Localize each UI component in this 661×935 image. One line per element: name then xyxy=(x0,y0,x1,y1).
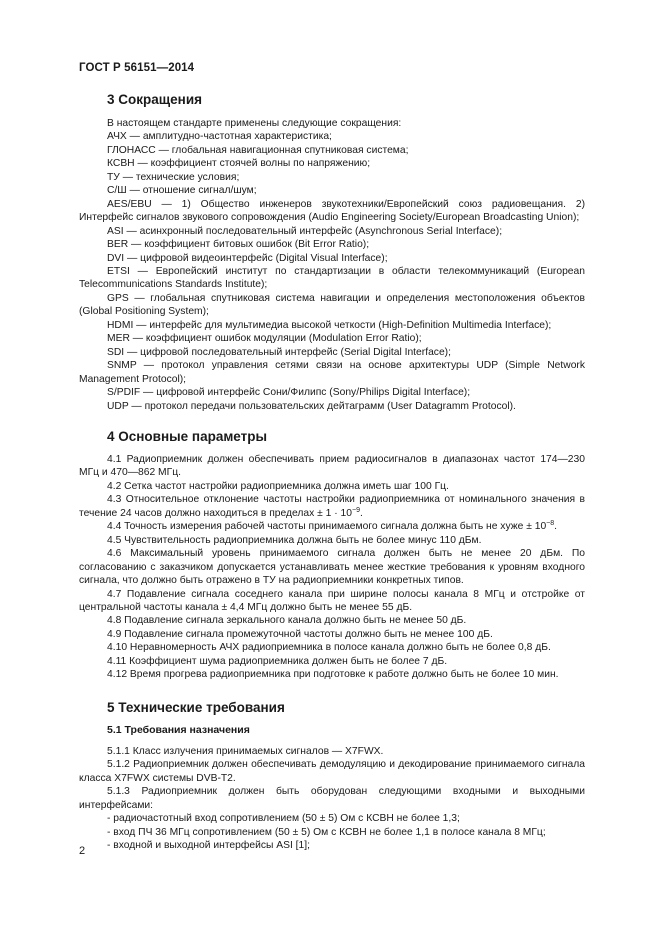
abbr-item: BER — коэффициент битовых ошибок (Bit Error Ratio); xyxy=(107,239,370,251)
abbr-item: ТУ — технические условия; xyxy=(107,171,240,183)
abbr-intro: В настоящем стандарте применены следующие сокращения: xyxy=(107,118,402,129)
clause-4-3: 4.3 Относительное отклонение частоты настройки радиоприемника от номинального значения в течение 24 часов должно находиться в пределах ± $1 \cdot 10^{-9}$. xyxy=(79,494,585,519)
abbr-item: UDP — протокол передачи пользовательских дейтаграмм (User Datagramm Protocol). xyxy=(107,400,516,412)
abbr-item: GPS — глобальная спутниковая система навигации и определения местоположения объектов (Global Positioning System); xyxy=(79,292,585,318)
clause-4-6: 4.6 Максимальный уровень принимаемого сигнала должен быть не менее 20 дБм. По согласованию с заказчиком допускается устанавливать менее жесткие требования к уровням входного сигнала, что должно быть отражено в ТУ на радиоприемники конкретных типов. xyxy=(79,548,585,587)
abbr-item: S/PDIF — цифровой интерфейс Сони/Филипс (Sony/Philips Digital Interface); xyxy=(107,387,471,399)
list-item: - входной и выходной интерфейсы ASI [1]; xyxy=(107,840,310,852)
abbr-item: HDMI — интерфейс для мультимедиа высокой четкости (High-Definition Multimedia Interface); xyxy=(107,319,552,331)
section-3-body xyxy=(79,117,585,413)
clause-4-4: 4.4 Точность измерения рабочей частоты принимаемого сигнала должна быть не хуже ± $10^{-8}$. xyxy=(107,520,558,533)
clause-4-9: 4.9 Подавление сигнала промежуточной частоты должно быть не менее 100 дБ. xyxy=(107,628,493,640)
abbr-item: С/Ш — отношение сигнал/шум; xyxy=(107,185,257,197)
abbr-item: АЧХ — амплитудно-частотная характеристика; xyxy=(107,131,332,143)
clause-4-12: 4.12 Время прогрева радиоприемника при подготовке к работе должно быть не более 10 мин. xyxy=(107,669,559,681)
section-4-title: 4 Основные параметры xyxy=(107,429,268,444)
clause-5-1-1: 5.1.1 Класс излучения принимаемых сигналов — X7FWX. xyxy=(107,746,384,757)
abbr-item: ASI — асинхронный последовательный интерфейс (Asynchronous Serial Interface); xyxy=(107,225,503,237)
clause-5-1-3: 5.1.3 Радиоприемник должен быть оборудован следующими входными и выходными интерфейсами: xyxy=(79,786,585,811)
abbr-item: DVI — цифровой видеоинтерфейс (Digital Visual Interface); xyxy=(107,252,388,264)
abbr-item: КСВН — коэффициент стоячей волны по напряжению; xyxy=(107,158,371,170)
standard-header: ГОСТ Р 56151—2014 xyxy=(79,62,195,74)
section-4-body xyxy=(79,453,585,682)
abbr-item: ETSI — Европейский институт по стандартизации в области телекоммуникаций (European Telecommunications Standards Institute); xyxy=(79,265,585,291)
clause-4-5: 4.5 Чувствительность радиоприемника должна быть не более минус 110 дБм. xyxy=(107,534,482,546)
list-item: - вход ПЧ 36 МГц сопротивлением (50 ± 5) Ом с КСВН не более 1,1 в полосе канала 8 МГц; xyxy=(107,826,546,838)
clause-4-11: 4.11 Коэффициент шума радиоприемника должен быть не более 7 дБ. xyxy=(107,655,448,667)
list-item: - радиочастотный вход сопротивлением (50 ± 5) Ом с КСВН не более 1,3; xyxy=(107,813,460,825)
section-3-title: 3 Сокращения xyxy=(107,92,202,107)
subsection-5-1-title: 5.1 Требования назначения xyxy=(107,724,250,736)
abbr-item: SDI — цифровой последовательный интерфейс (Serial Digital Interface); xyxy=(107,346,451,358)
abbr-item: AES/EBU — 1) Общество инженеров звукотехники/Европейский союз радиовещания. 2) Интерфейс сигналов звукового сопровождения (Audio Engineering Society/European Broadcasting Union); xyxy=(79,198,585,224)
abbr-item: SNMP — протокол управления сетями связи на основе архитектуры UDP (Simple Network Management Protocol); xyxy=(79,360,585,385)
clause-4-2: 4.2 Сетка частот настройки радиоприемника должна иметь шаг 100 Гц. xyxy=(107,480,449,492)
section-5-title: 5 Технические требования xyxy=(107,700,285,715)
page-number: 2 xyxy=(79,845,86,857)
clause-4-1: 4.1 Радиоприемник должен обеспечивать прием радиосигналов в диапазонах частот 174—230 МГц и 470—862 МГц. xyxy=(79,454,585,479)
section-5-body xyxy=(79,745,585,853)
clause-4-10: 4.10 Неравномерность АЧХ радиоприемника в полосе канала должно быть не более 0,8 дБ. xyxy=(107,642,551,654)
abbr-item: MER — коэффициент ошибок модуляции (Modulation Error Ratio); xyxy=(107,333,422,345)
clause-4-8: 4.8 Подавление сигнала зеркального канала должно быть не менее 50 дБ. xyxy=(107,615,467,627)
clause-4-7: 4.7 Подавление сигнала соседнего канала при ширине полосы канала 8 МГц и отстройке от центральной частоты канала ± 4,4 МГц должно быть не менее 55 дБ. xyxy=(79,588,585,613)
abbr-item: ГЛОНАСС — глобальная навигационная спутниковая система; xyxy=(107,144,409,156)
clause-5-1-2: 5.1.2 Радиоприемник должен обеспечивать демодуляцию и декодирование принимаемого сигнала класса X7FWX системы DVB-T2. xyxy=(79,759,585,784)
